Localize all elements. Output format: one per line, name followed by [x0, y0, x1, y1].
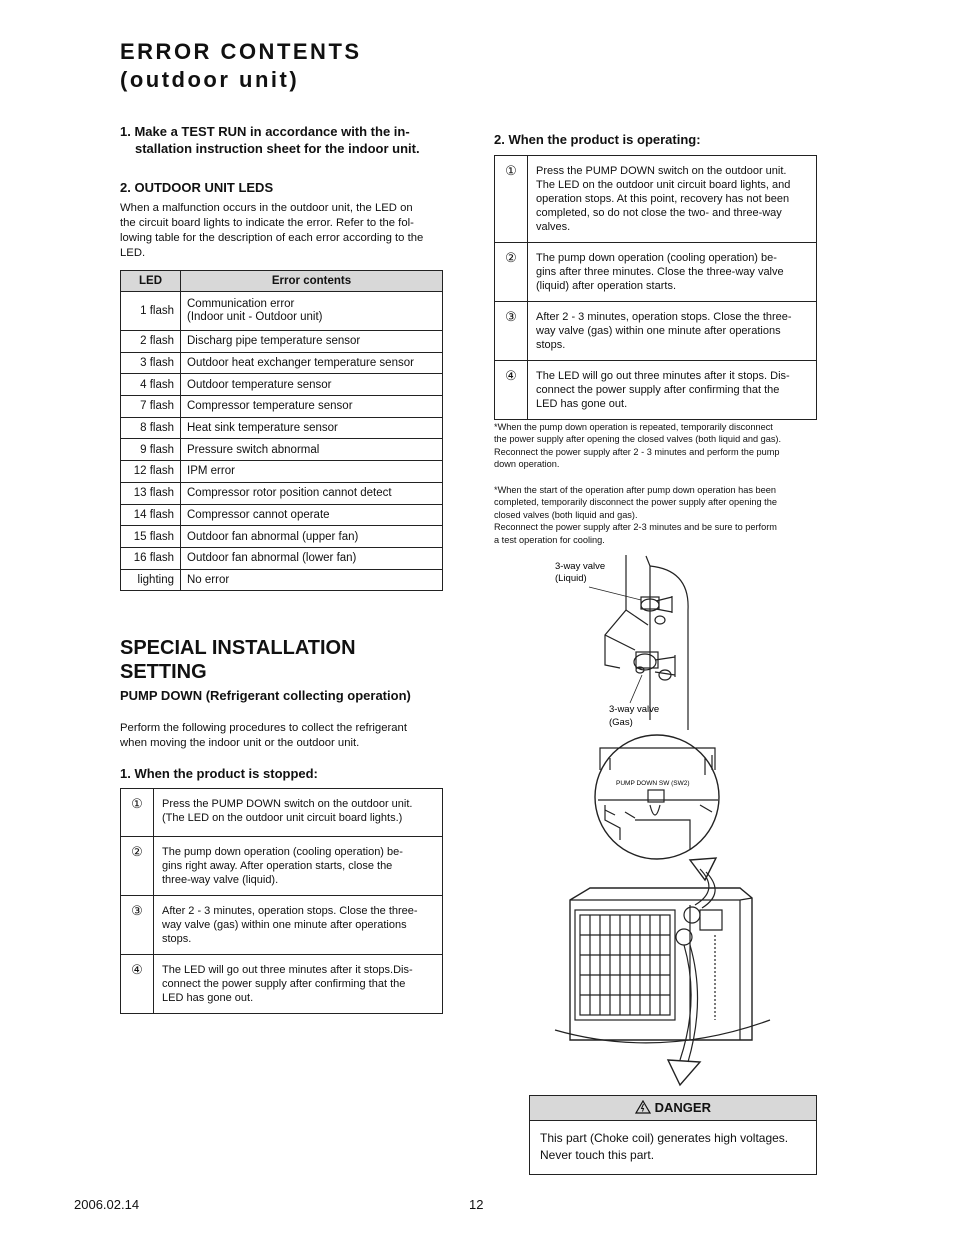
note-line: *When the pump down operation is repeated, temporarily disconnect [494, 422, 773, 432]
step-line: The LED on the outdoor unit circuit board lights, and [536, 179, 791, 191]
table-row [121, 504, 443, 526]
step-line: completed, so do not close the two- and three-way [536, 207, 782, 219]
step-number: ② [495, 243, 528, 302]
header-led: LED [121, 271, 181, 292]
operating-steps-table [494, 155, 817, 420]
table-row [121, 789, 443, 837]
step-line: gins after three minutes. Close the three-way valve [536, 266, 784, 278]
paragraph-line: LED. [120, 247, 146, 259]
step-text [154, 896, 443, 955]
stopped-steps-table [120, 788, 443, 1014]
danger-line: Never touch this part. [540, 1148, 655, 1162]
error-cell: Heat sink temperature sensor [181, 417, 443, 439]
error-cell: Outdoor temperature sensor [181, 374, 443, 396]
gas-valve-icon [634, 652, 675, 680]
step-number: ④ [495, 361, 528, 420]
error-cell: Compressor rotor position cannot detect [181, 482, 443, 504]
step-text [154, 837, 443, 896]
step-line: The LED will go out three minutes after it stops.Dis- [162, 964, 413, 976]
table-row [121, 955, 443, 1014]
paragraph-line: when moving the indoor unit or the outdoor unit. [120, 737, 360, 749]
error-contents-table [120, 270, 443, 591]
table-header-row [121, 271, 443, 292]
led-cell: 1 flash [121, 292, 181, 331]
gas-valve-label-2: (Gas) [609, 717, 633, 728]
table-row [495, 361, 817, 420]
step-line: The pump down operation (cooling operation) be- [162, 846, 403, 858]
step-number: ① [495, 156, 528, 243]
step-line: After 2 - 3 minutes, operation stops. Close the three- [162, 905, 418, 917]
note-line: Reconnect the power supply after 2 - 3 minutes and perform the pump [494, 446, 780, 457]
danger-line: This part (Choke coil) generates high voltages. [540, 1131, 789, 1145]
table-row [121, 569, 443, 591]
table-row [121, 896, 443, 955]
led-cell: 7 flash [121, 396, 181, 418]
led-cell: 14 flash [121, 504, 181, 526]
special-heading-line-1: SPECIAL INSTALLATION [120, 637, 356, 659]
error-cell [181, 292, 443, 331]
step-number: ① [121, 789, 154, 837]
step-line: (The LED on the outdoor unit circuit board lights.) [162, 812, 403, 824]
step-number: ② [121, 837, 154, 896]
error-cell: Outdoor fan abnormal (upper fan) [181, 526, 443, 548]
page-title [120, 38, 362, 94]
note-line: a test operation for cooling. [494, 534, 605, 545]
note-line: Reconnect the power supply after 2-3 minutes and be sure to perform [494, 522, 777, 533]
note-after-pump-down [494, 484, 824, 546]
step-text [154, 789, 443, 837]
led-cell: 16 flash [121, 547, 181, 569]
step-line: way valve (gas) within one minute after operations [536, 325, 781, 337]
step-line: LED has gone out. [162, 992, 254, 1004]
error-cell: Discharg pipe temperature sensor [181, 331, 443, 353]
outdoor-leds-heading: 2. OUTDOOR UNIT LEDS [120, 180, 274, 195]
step-line: (liquid) after operation starts. [536, 280, 677, 292]
led-cell: 3 flash [121, 352, 181, 374]
special-heading-line-2: SETTING [120, 661, 207, 683]
page-number: 12 [469, 1197, 484, 1212]
note-line: closed valves (both liquid and gas). [494, 509, 638, 520]
pump-down-switch-label: PUMP DOWN SW (SW2) [616, 780, 690, 787]
pump-down-paragraph [120, 721, 450, 751]
paragraph-line: Perform the following procedures to collect the refrigerant [120, 722, 407, 734]
led-cell: lighting [121, 569, 181, 591]
table-row [495, 243, 817, 302]
step-number: ③ [121, 896, 154, 955]
step-line: stops. [162, 933, 192, 945]
danger-header [530, 1096, 816, 1121]
title-line-2: (outdoor unit) [120, 67, 300, 92]
step-line: three-way valve (liquid). [162, 874, 279, 886]
error-cell: Outdoor fan abnormal (lower fan) [181, 547, 443, 569]
step-line: way valve (gas) within one minute after operations [162, 919, 407, 931]
table-row [121, 461, 443, 483]
table-row [121, 417, 443, 439]
step-line: After 2 - 3 minutes, operation stops. Close the three- [536, 311, 792, 323]
table-row [121, 331, 443, 353]
outdoor-unit-diagram [540, 550, 790, 1090]
test-run-line-1: 1. Make a TEST RUN in accordance with the in- [120, 124, 410, 139]
step-text [528, 156, 817, 243]
outdoor-unit-icon [555, 888, 770, 1043]
note-repeated-pump-down [494, 421, 824, 471]
step-line: stops. [536, 339, 566, 351]
paragraph-line: the circuit board lights to indicate the error. Refer to the fol- [120, 217, 414, 229]
led-cell: 8 flash [121, 417, 181, 439]
step-line: connect the power supply after confirming that the [162, 978, 406, 990]
outdoor-leds-paragraph [120, 201, 443, 261]
danger-title: DANGER [654, 1100, 711, 1115]
step-line: Press the PUMP DOWN switch on the outdoor unit. [162, 798, 413, 810]
warning-icon [635, 1100, 651, 1114]
footer-date: 2006.02.14 [74, 1197, 140, 1212]
liquid-valve-icon [641, 596, 672, 624]
step-line: connect the power supply after confirming that the [536, 384, 780, 396]
table-row [121, 352, 443, 374]
gas-valve-label-1: 3-way valve [609, 704, 660, 715]
error-cell: Outdoor heat exchanger temperature sensor [181, 352, 443, 374]
step-number: ③ [495, 302, 528, 361]
step-line: LED has gone out. [536, 398, 628, 410]
danger-box [529, 1095, 817, 1175]
note-line: down operation. [494, 459, 560, 470]
table-row [121, 292, 443, 331]
error-cell: Pressure switch abnormal [181, 439, 443, 461]
error-cell: Compressor cannot operate [181, 504, 443, 526]
step-text [528, 302, 817, 361]
step-line: operation stops. At this point, recovery has not been [536, 193, 790, 205]
table-row [495, 302, 817, 361]
step-line: gins right away. After operation starts, close the [162, 860, 393, 872]
operating-heading: 2. When the product is operating: [494, 132, 701, 147]
error-cell: No error [181, 569, 443, 591]
pump-down-heading: PUMP DOWN (Refrigerant collecting operation) [120, 688, 411, 703]
step-number: ④ [121, 955, 154, 1014]
paragraph-line: When a malfunction occurs in the outdoor unit, the LED on [120, 202, 413, 214]
step-line: Press the PUMP DOWN switch on the outdoor unit. [536, 165, 787, 177]
table-row [495, 156, 817, 243]
table-row [121, 482, 443, 504]
test-run-instruction [120, 123, 420, 157]
led-cell: 13 flash [121, 482, 181, 504]
liquid-valve-label-2: (Liquid) [555, 573, 587, 584]
step-text [154, 955, 443, 1014]
note-line: the power supply after opening the closed valves (both liquid and gas). [494, 434, 782, 445]
danger-body [530, 1121, 816, 1174]
table-row [121, 374, 443, 396]
error-text-2: (Indoor unit - Outdoor unit) [187, 311, 323, 323]
error-cell: IPM error [181, 461, 443, 483]
header-error-contents: Error contents [181, 271, 443, 292]
step-text [528, 243, 817, 302]
table-row [121, 396, 443, 418]
led-cell: 2 flash [121, 331, 181, 353]
table-row [121, 837, 443, 896]
special-installation-heading [120, 636, 356, 684]
paragraph-line: lowing table for the description of each error according to the [120, 232, 424, 244]
led-cell: 4 flash [121, 374, 181, 396]
note-line: *When the start of the operation after pump down operation has been [494, 485, 776, 495]
liquid-valve-label-1: 3-way valve [555, 561, 606, 572]
step-line: valves. [536, 221, 571, 233]
stopped-heading: 1. When the product is stopped: [120, 766, 318, 781]
table-row [121, 547, 443, 569]
led-cell: 15 flash [121, 526, 181, 548]
error-cell: Compressor temperature sensor [181, 396, 443, 418]
step-line: The pump down operation (cooling operation) be- [536, 252, 777, 264]
note-line: completed, temporarily disconnect the power supply after opening the [494, 497, 777, 508]
table-row [121, 439, 443, 461]
pump-down-switch-magnifier [595, 735, 719, 859]
table-row [121, 526, 443, 548]
step-text [528, 361, 817, 420]
led-cell: 9 flash [121, 439, 181, 461]
test-run-line-2: stallation instruction sheet for the indoor unit. [135, 141, 420, 156]
title-line-1: ERROR CONTENTS [120, 39, 362, 64]
step-line: The LED will go out three minutes after it stops. Dis- [536, 370, 790, 382]
arrow-down-icon [668, 945, 700, 1085]
error-text: Communication error [187, 298, 295, 310]
led-cell: 12 flash [121, 461, 181, 483]
